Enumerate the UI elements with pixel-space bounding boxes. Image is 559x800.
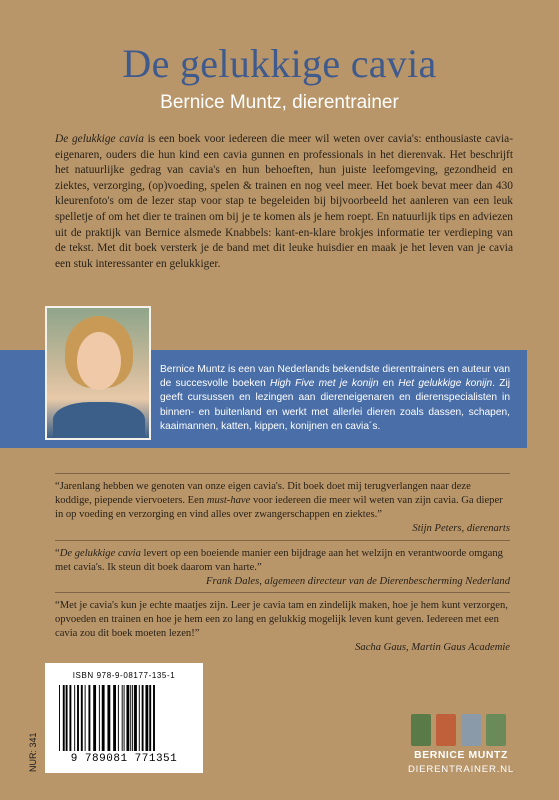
quote-1	[55, 473, 510, 536]
logo-tile-2	[436, 714, 456, 746]
barcode-bar	[69, 685, 71, 751]
barcode-bar	[81, 685, 83, 751]
logo-tile-1	[411, 714, 431, 746]
logo-site: DIERENTRAINER.NL	[407, 764, 515, 775]
author-photo	[45, 306, 151, 440]
barcode	[45, 663, 203, 773]
barcode-bar	[124, 685, 125, 751]
barcode-bar	[93, 685, 96, 751]
barcode-bar	[102, 685, 105, 751]
barcode-bar	[85, 685, 86, 751]
author-bio-part1: Bernice Muntz is een van Nederlands bekendste dierentrainers en auteur van de succesvolle boeken	[160, 364, 510, 390]
quote-3-text: “Met je cavia's kun je echte maatjes zijn. Leer je cavia tam en zindelijk maken, hoe je hem kunt verzorgen, opvoeden en trainen en hoe je hem een zo lang en gelukkig mogelijk leven kunt geven. Iedereen met een cavia zou dit boek moeten lezen!”	[55, 600, 508, 639]
author-photo-shirt	[53, 402, 145, 440]
barcode-bar	[132, 685, 133, 751]
author-book-2: Het gelukkige konijn	[398, 378, 493, 390]
quote-1-text-a: “Jarenlang hebben we genoten van onze eigen cavia's. Dit boek doet mij terugverlangen naar deze koddige, piepende viervoeters. Een	[55, 481, 471, 506]
quote-1-author: Stijn Peters, dierenarts	[412, 523, 510, 534]
author-bio-part2: . Zij geeft cursussen en lezingen aan diereneigenaren en dierenspecialisten in binnen- en buitenland en werkt met allerlei dieren zoals dassen, schapen, kaaimannen, katten, kippen, konijnen en cavia´s.	[160, 378, 510, 432]
ean-number: 9 789081 771351	[70, 753, 178, 765]
barcode-bar	[113, 685, 116, 751]
barcode-bar	[63, 685, 65, 751]
logo-photo-tiles	[411, 714, 511, 746]
book-subtitle: Bernice Muntz, dierentrainer	[160, 92, 399, 113]
barcode-bar	[99, 685, 100, 751]
logo-tile-3	[461, 714, 481, 746]
barcode-bar	[88, 685, 90, 751]
barcode-bar	[149, 685, 151, 751]
quote-1-italic: must-have	[206, 495, 251, 506]
quote-3-author: Sacha Gaus, Martin Gaus Academie	[355, 642, 510, 653]
barcode-bar	[153, 685, 155, 751]
barcode-bar	[118, 685, 119, 751]
barcode-bar	[59, 685, 60, 751]
quote-2-text-a: “	[55, 548, 60, 559]
author-bio	[160, 363, 510, 434]
barcode-bar	[107, 685, 110, 751]
barcode-bar	[126, 685, 129, 751]
intro-text	[55, 132, 513, 272]
barcode-bar	[77, 685, 79, 751]
quote-2	[55, 540, 510, 589]
isbn-label: ISBN 978-9-08177-135-1	[72, 671, 176, 680]
barcode-bar	[130, 685, 131, 751]
nur-code: NUR: 341	[28, 732, 38, 772]
intro-book-title: De gelukkige cavia	[55, 133, 144, 145]
author-bio-and: en	[378, 378, 399, 390]
quote-2-text-b: levert op een boeiende manier een bijdrage aan het welzijn en verantwoorde omgang met cavia's. Ik steun dit boek daarom van harte.”	[55, 548, 503, 573]
barcode-bar	[74, 685, 75, 751]
logo-tile-4	[486, 714, 506, 746]
barcode-bar	[122, 685, 123, 751]
quote-3	[55, 592, 510, 655]
quote-2-author: Frank Dales, algemeen directeur van de Dierenbescherming Nederland	[206, 576, 510, 587]
barcode-bar	[142, 685, 144, 751]
logo-name: BERNICE MUNTZ	[414, 750, 508, 761]
barcode-bar	[145, 685, 148, 751]
quote-1-text-b: voor iedereen die meer wil weten van zijn cavia. Ga dieper in op voeding en verzorging en vind alles over zwangerschappen en ziektes.”	[55, 495, 503, 520]
book-title: De gelukkige cavia	[122, 41, 437, 86]
barcode-bars	[59, 685, 191, 751]
barcode-bar	[66, 685, 68, 751]
barcode-bar	[139, 685, 140, 751]
barcode-bar	[134, 685, 137, 751]
intro-body: is een boek voor iedereen die meer wil weten over cavia's: enthousiaste cavia-eigenaren, ouders die hun kind een cavia gunnen en professionals in het dierenvak. Het beschrijft het natuurlijke gedrag van cavia's en hun behoeften, hun juiste leefomgeving, gezondheid en ziektes, verzorging, (op)voeding, spelen & trainen en nog veel meer. Het boek bevat meer dan 430 kleurenfoto's om de lezer stap voor stap te begeleiden bij bijvoorbeeld het aanleren van een leuk spelletje of om het dier te trainen om bij je te komen als je hem roept. En natuurlijk tips en adviezen uit de praktijk van Bernice alsmede Knabbels: kant-en-klare brokjes informatie ter verdieping van de tekst. Met dit boek versterk je de band met dit leuke huisdier en maak je het leven van je cavia een stuk interessanter en gelukkiger.	[55, 133, 513, 270]
author-photo-face	[77, 332, 121, 390]
quote-2-italic: De gelukkige cavia	[59, 548, 141, 559]
author-book-1: High Five met je konijn	[270, 378, 379, 390]
